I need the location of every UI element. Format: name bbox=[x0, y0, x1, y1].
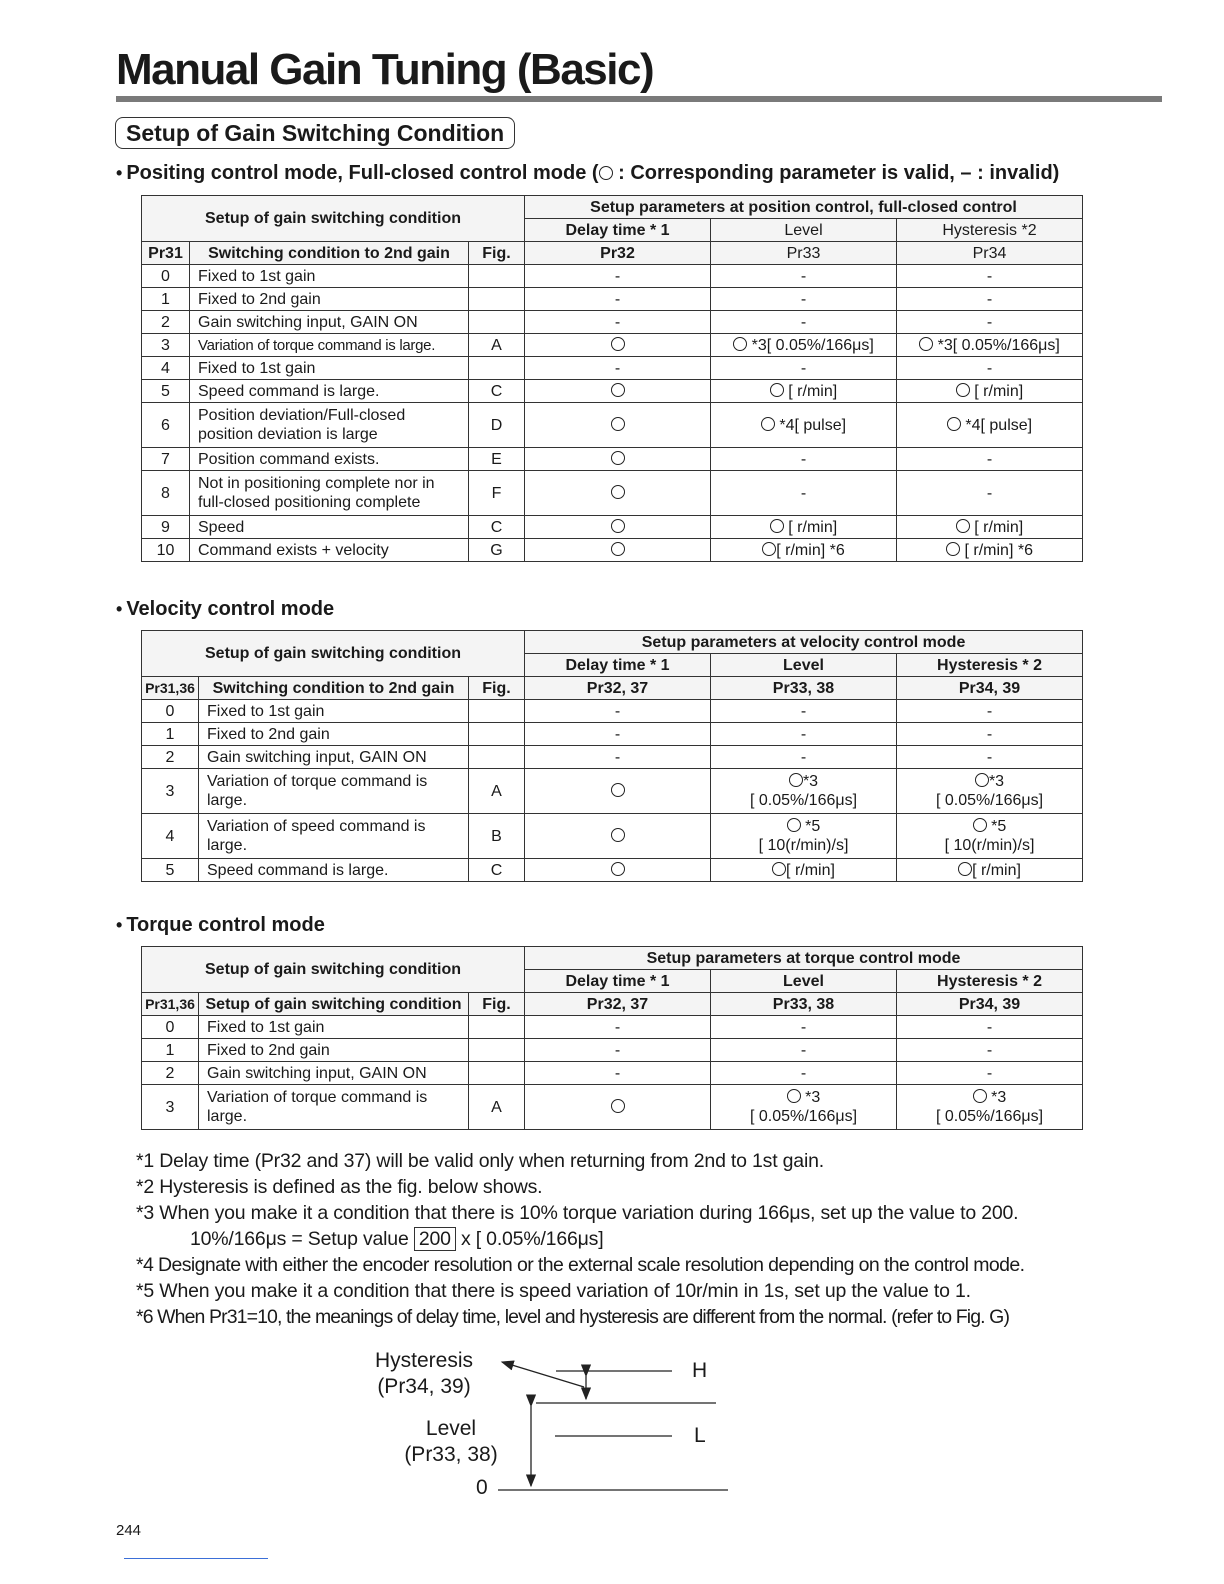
cell-delay bbox=[525, 334, 711, 357]
velocity-mode-heading-text: Velocity control mode bbox=[126, 598, 335, 620]
note-4: *4 Designate with either the encoder resolution or the external scale resolution depending on the control mode. bbox=[136, 1254, 1025, 1276]
cell-hyst-note: *5 bbox=[991, 818, 1007, 835]
torque-mode-table bbox=[141, 946, 1083, 1130]
cell-pr: 2 bbox=[142, 746, 199, 769]
cell-level bbox=[711, 516, 897, 539]
cell-level: - bbox=[711, 746, 897, 769]
cell-level-text: [ r/min] bbox=[788, 382, 838, 400]
cell-level bbox=[711, 859, 897, 882]
table-row bbox=[142, 769, 1083, 814]
cell-cond: Speed command is large. bbox=[199, 859, 469, 882]
cell-delay bbox=[525, 539, 711, 562]
cell-cond: Variation of torque command is large. bbox=[190, 334, 469, 357]
circle-icon bbox=[611, 337, 625, 351]
circle-icon bbox=[958, 862, 972, 876]
cell-hyst bbox=[897, 403, 1083, 448]
torque-mode-heading: • Torque control mode bbox=[116, 914, 325, 936]
velocity-col-pr: Pr31,36 bbox=[142, 677, 199, 700]
circle-icon bbox=[770, 519, 784, 533]
cell-level: - bbox=[711, 1062, 897, 1085]
cell-fig bbox=[469, 311, 525, 334]
note-5: *5 When you make it a condition that there is speed variation of 10r/min in 1s, set up the value to 1. bbox=[136, 1280, 971, 1302]
circle-icon bbox=[975, 773, 989, 787]
cell-hyst: - bbox=[897, 357, 1083, 380]
cell-delay bbox=[525, 769, 711, 814]
page-title: Manual Gain Tuning (Basic) bbox=[116, 45, 654, 94]
level-label-pr: (Pr33, 38) bbox=[404, 1443, 498, 1466]
cell-hyst-text: [ r/min] bbox=[974, 382, 1024, 400]
note-6: *6 When Pr31=10, the meanings of delay time, level and hysteresis are different from the normal. (refer to Fig. G) bbox=[136, 1306, 1010, 1328]
cell-fig bbox=[469, 265, 525, 288]
cell-cond: Command exists + velocity bbox=[190, 539, 469, 562]
cell-level bbox=[711, 1085, 897, 1130]
position-params-header: Setup parameters at position control, full-closed control bbox=[525, 196, 1083, 219]
cell-pr: 0 bbox=[142, 265, 190, 288]
cell-pr: 3 bbox=[142, 334, 190, 357]
cell-delay bbox=[525, 448, 711, 471]
position-mode-heading-post: : Corresponding parameter is valid, – : invalid) bbox=[612, 162, 1060, 184]
cell-hyst bbox=[897, 539, 1083, 562]
cell-hyst bbox=[897, 859, 1083, 882]
cell-pr: 4 bbox=[142, 357, 190, 380]
cell-delay: - bbox=[525, 311, 711, 334]
cell-fig bbox=[469, 1039, 525, 1062]
cell-pr: 4 bbox=[142, 814, 199, 859]
cell-pr: 5 bbox=[142, 380, 190, 403]
cell-delay bbox=[525, 814, 711, 859]
cell-level: - bbox=[711, 448, 897, 471]
level-label-text: Level bbox=[425, 1417, 477, 1440]
velocity-mode-heading: • Velocity control mode bbox=[116, 598, 335, 620]
table-row bbox=[142, 1016, 1083, 1039]
circle-icon bbox=[956, 383, 970, 397]
circle-icon bbox=[611, 451, 625, 465]
cell-cond: Gain switching input, GAIN ON bbox=[190, 311, 469, 334]
cell-fig: A bbox=[469, 1085, 525, 1130]
cell-cond: Fixed to 1st gain bbox=[199, 700, 469, 723]
circle-icon bbox=[611, 783, 625, 797]
cell-hyst-text: [ r/min] bbox=[972, 861, 1021, 879]
torque-params-header: Setup parameters at torque control mode bbox=[525, 947, 1083, 970]
cell-hyst-text: [ 10(r/min)/s] bbox=[944, 837, 1035, 854]
velocity-col-fig: Fig. bbox=[469, 677, 525, 700]
cell-cond: Speed command is large. bbox=[190, 380, 469, 403]
cell-pr: 8 bbox=[142, 471, 190, 516]
cell-fig bbox=[469, 357, 525, 380]
cell-level-text: *4[ pulse] bbox=[779, 416, 847, 434]
cell-hyst-note: *3 bbox=[991, 1089, 1007, 1106]
torque-col-level: Level bbox=[711, 970, 897, 993]
cell-cond: Variation of speed command is large. bbox=[199, 814, 469, 859]
note-2: *2 Hysteresis is defined as the fig. below shows. bbox=[136, 1176, 543, 1198]
circle-icon bbox=[787, 818, 801, 832]
position-col-level: Level bbox=[711, 219, 897, 242]
cell-hyst: - bbox=[897, 746, 1083, 769]
cell-delay: - bbox=[525, 700, 711, 723]
cell-pr: 9 bbox=[142, 516, 190, 539]
cell-fig: C bbox=[469, 859, 525, 882]
cell-delay: - bbox=[525, 723, 711, 746]
cell-hyst bbox=[897, 769, 1083, 814]
cell-hyst: - bbox=[897, 1016, 1083, 1039]
cell-delay bbox=[525, 859, 711, 882]
cell-hyst: - bbox=[897, 700, 1083, 723]
circle-icon bbox=[611, 1099, 625, 1113]
cell-cond: Not in positioning complete nor in full-closed positioning complete bbox=[190, 471, 469, 516]
circle-icon bbox=[611, 417, 625, 431]
cell-fig: E bbox=[469, 448, 525, 471]
cell-level-text: [ 0.05%/166μs] bbox=[749, 1108, 858, 1125]
cell-pr: 6 bbox=[142, 403, 190, 448]
h-label: H bbox=[692, 1359, 708, 1382]
cell-pr: 0 bbox=[142, 1016, 199, 1039]
cell-level-text: [ r/min] *6 bbox=[776, 541, 845, 559]
cell-level: - bbox=[711, 311, 897, 334]
circle-icon bbox=[611, 862, 625, 876]
cell-fig: B bbox=[469, 814, 525, 859]
torque-col-pr: Pr31,36 bbox=[142, 993, 199, 1016]
table-row bbox=[142, 814, 1083, 859]
cell-cond: Fixed to 1st gain bbox=[199, 1016, 469, 1039]
position-col-cond: Switching condition to 2nd gain bbox=[190, 242, 469, 265]
torque-col-delay-pr: Pr32, 37 bbox=[525, 993, 711, 1016]
cell-pr: 1 bbox=[142, 1039, 199, 1062]
torque-col-hyst: Hysteresis * 2 bbox=[897, 970, 1083, 993]
table-row bbox=[142, 380, 1083, 403]
circle-icon bbox=[611, 828, 625, 842]
circle-icon bbox=[611, 519, 625, 533]
cell-fig: C bbox=[469, 516, 525, 539]
cell-fig: C bbox=[469, 380, 525, 403]
torque-col-fig: Fig. bbox=[469, 993, 525, 1016]
velocity-col-cond: Switching condition to 2nd gain bbox=[199, 677, 469, 700]
cell-cond: Gain switching input, GAIN ON bbox=[199, 1062, 469, 1085]
circle-icon bbox=[733, 337, 747, 351]
cell-pr: 3 bbox=[142, 1085, 199, 1130]
cell-hyst-text: [ r/min] *6 bbox=[964, 541, 1033, 559]
cell-level-text: [ 0.05%/166μs] bbox=[749, 792, 858, 809]
cell-level-note: *5 bbox=[805, 818, 821, 835]
table-row bbox=[142, 746, 1083, 769]
l-label: L bbox=[694, 1424, 706, 1447]
hysteresis-figure bbox=[360, 1340, 780, 1510]
cell-level-note: *3 bbox=[802, 773, 819, 790]
cell-delay bbox=[525, 1085, 711, 1130]
cell-level-note: *3 bbox=[805, 1089, 821, 1106]
cell-pr: 3 bbox=[142, 769, 199, 814]
cell-fig bbox=[469, 723, 525, 746]
cell-hyst-text: [ 0.05%/166μs] bbox=[935, 792, 1044, 809]
table-row bbox=[142, 1085, 1083, 1130]
circle-icon bbox=[919, 337, 933, 351]
position-setup-header: Setup of gain switching condition bbox=[142, 196, 525, 242]
cell-hyst: - bbox=[897, 1062, 1083, 1085]
cell-cond: Fixed to 2nd gain bbox=[190, 288, 469, 311]
cell-delay bbox=[525, 380, 711, 403]
cell-pr: 1 bbox=[142, 288, 190, 311]
cell-pr: 10 bbox=[142, 539, 190, 562]
cell-fig: A bbox=[469, 334, 525, 357]
cell-level: - bbox=[711, 700, 897, 723]
cell-hyst-text: *3[ 0.05%/166μs] bbox=[937, 336, 1060, 354]
torque-setup-header: Setup of gain switching condition bbox=[142, 947, 525, 993]
hysteresis-label-text: Hysteresis bbox=[374, 1349, 474, 1372]
cell-level: - bbox=[711, 357, 897, 380]
cell-level bbox=[711, 814, 897, 859]
table-row bbox=[142, 448, 1083, 471]
position-col-delay: Delay time * 1 bbox=[525, 219, 711, 242]
cell-cond: Fixed to 1st gain bbox=[190, 265, 469, 288]
table-row bbox=[142, 311, 1083, 334]
cell-hyst: - bbox=[897, 1039, 1083, 1062]
section-title: Setup of Gain Switching Condition bbox=[115, 117, 515, 149]
circle-icon bbox=[762, 542, 776, 556]
cell-cond: Variation of torque command is large. bbox=[199, 769, 469, 814]
position-col-pr: Pr31 bbox=[142, 242, 190, 265]
cell-fig: A bbox=[469, 769, 525, 814]
cell-level-text: [ r/min] bbox=[788, 518, 838, 536]
title-rule bbox=[116, 96, 1162, 102]
cell-delay bbox=[525, 403, 711, 448]
cell-level bbox=[711, 334, 897, 357]
cell-cond: Speed bbox=[190, 516, 469, 539]
circle-icon bbox=[611, 485, 625, 499]
circle-icon bbox=[973, 1089, 987, 1103]
velocity-col-hyst: Hysteresis * 2 bbox=[897, 654, 1083, 677]
hysteresis-pointer bbox=[502, 1362, 584, 1387]
table-row bbox=[142, 403, 1083, 448]
cell-cond: Fixed to 2nd gain bbox=[199, 1039, 469, 1062]
cell-level: - bbox=[711, 288, 897, 311]
hysteresis-diagram bbox=[360, 1340, 780, 1510]
velocity-col-delay-pr: Pr32, 37 bbox=[525, 677, 711, 700]
cell-hyst: - bbox=[897, 311, 1083, 334]
cell-hyst bbox=[897, 380, 1083, 403]
cell-level-text: [ 10(r/min)/s] bbox=[758, 837, 849, 854]
cell-delay: - bbox=[525, 288, 711, 311]
cell-delay: - bbox=[525, 357, 711, 380]
hysteresis-label-pr: (Pr34, 39) bbox=[377, 1375, 471, 1398]
cell-level-text: *3[ 0.05%/166μs] bbox=[751, 336, 874, 354]
formula-prefix: 10%/166μs = Setup value bbox=[190, 1228, 409, 1250]
cell-hyst: - bbox=[897, 288, 1083, 311]
cell-cond: Fixed to 2nd gain bbox=[199, 723, 469, 746]
cell-level bbox=[711, 380, 897, 403]
cell-level: - bbox=[711, 265, 897, 288]
cell-delay: - bbox=[525, 265, 711, 288]
circle-icon bbox=[611, 542, 625, 556]
zero-label: 0 bbox=[476, 1476, 488, 1499]
note-3: *3 When you make it a condition that there is 10% torque variation during 166μs, set up the value to 200. bbox=[136, 1202, 1019, 1224]
cell-hyst-text: [ r/min] bbox=[974, 518, 1024, 536]
cell-pr: 2 bbox=[142, 1062, 199, 1085]
cell-hyst bbox=[897, 334, 1083, 357]
circle-icon bbox=[956, 519, 970, 533]
cell-fig: G bbox=[469, 539, 525, 562]
page-number: 244 bbox=[116, 1522, 142, 1539]
cell-hyst bbox=[897, 1085, 1083, 1130]
cell-cond: Fixed to 1st gain bbox=[190, 357, 469, 380]
cell-hyst-text: [ 0.05%/166μs] bbox=[935, 1108, 1044, 1125]
formula-setup-value: 200 bbox=[414, 1227, 456, 1251]
note-3-formula bbox=[136, 1226, 1024, 1252]
circle-icon bbox=[947, 417, 961, 431]
cell-pr: 0 bbox=[142, 700, 199, 723]
circle-icon bbox=[946, 542, 960, 556]
cell-hyst: - bbox=[897, 471, 1083, 516]
position-col-hyst-pr: Pr34 bbox=[897, 242, 1083, 265]
cell-pr: 5 bbox=[142, 859, 199, 882]
circle-icon bbox=[611, 383, 625, 397]
cell-cond: Gain switching input, GAIN ON bbox=[199, 746, 469, 769]
table-row bbox=[142, 334, 1083, 357]
cell-fig bbox=[469, 746, 525, 769]
velocity-col-level-pr: Pr33, 38 bbox=[711, 677, 897, 700]
velocity-params-header: Setup parameters at velocity control mode bbox=[525, 631, 1083, 654]
cell-level: - bbox=[711, 1039, 897, 1062]
circle-icon bbox=[770, 383, 784, 397]
table-row bbox=[142, 700, 1083, 723]
torque-col-delay: Delay time * 1 bbox=[525, 970, 711, 993]
position-mode-heading-pre: Positing control mode, Full-closed control mode ( bbox=[126, 162, 599, 184]
circle-icon bbox=[789, 773, 803, 787]
cell-delay bbox=[525, 471, 711, 516]
cell-fig bbox=[469, 1062, 525, 1085]
cell-fig: F bbox=[469, 471, 525, 516]
velocity-mode-table bbox=[141, 630, 1083, 882]
position-mode-table bbox=[141, 195, 1083, 562]
table-row bbox=[142, 539, 1083, 562]
cell-fig: D bbox=[469, 403, 525, 448]
cell-fig bbox=[469, 1016, 525, 1039]
cell-pr: 1 bbox=[142, 723, 199, 746]
cell-hyst: - bbox=[897, 265, 1083, 288]
torque-col-cond: Setup of gain switching condition bbox=[199, 993, 469, 1016]
cell-fig bbox=[469, 288, 525, 311]
circle-icon bbox=[787, 1089, 801, 1103]
torque-mode-heading-text: Torque control mode bbox=[126, 914, 325, 936]
position-col-hyst: Hysteresis *2 bbox=[897, 219, 1083, 242]
position-col-fig: Fig. bbox=[469, 242, 525, 265]
cell-pr: 7 bbox=[142, 448, 190, 471]
cell-delay bbox=[525, 516, 711, 539]
table-row bbox=[142, 1062, 1083, 1085]
cell-pr: 2 bbox=[142, 311, 190, 334]
cell-hyst-note: *3 bbox=[988, 773, 1005, 790]
cell-delay: - bbox=[525, 746, 711, 769]
cell-hyst-text: *4[ pulse] bbox=[965, 416, 1033, 434]
circle-icon bbox=[973, 818, 987, 832]
cell-level bbox=[711, 403, 897, 448]
circle-icon bbox=[761, 417, 775, 431]
cell-cond: Variation of torque command is large. bbox=[199, 1085, 469, 1130]
cell-cond: Position command exists. bbox=[190, 448, 469, 471]
cell-hyst: - bbox=[897, 448, 1083, 471]
formula-suffix: x [ 0.05%/166μs] bbox=[460, 1228, 604, 1250]
table-row bbox=[142, 357, 1083, 380]
cell-delay: - bbox=[525, 1039, 711, 1062]
torque-col-level-pr: Pr33, 38 bbox=[711, 993, 897, 1016]
table-row bbox=[142, 1039, 1083, 1062]
cell-hyst bbox=[897, 814, 1083, 859]
cell-level: - bbox=[711, 471, 897, 516]
velocity-col-level: Level bbox=[711, 654, 897, 677]
table-row bbox=[142, 723, 1083, 746]
note-1: *1 Delay time (Pr32 and 37) will be valid only when returning from 2nd to 1st gain. bbox=[136, 1150, 824, 1172]
cell-level-text: [ r/min] bbox=[786, 861, 835, 879]
velocity-col-delay: Delay time * 1 bbox=[525, 654, 711, 677]
cell-level bbox=[711, 539, 897, 562]
circle-icon bbox=[599, 166, 613, 180]
cell-level bbox=[711, 769, 897, 814]
cell-hyst bbox=[897, 516, 1083, 539]
footnotes bbox=[136, 1148, 1024, 1330]
circle-icon bbox=[772, 862, 786, 876]
cell-fig bbox=[469, 700, 525, 723]
torque-col-hyst-pr: Pr34, 39 bbox=[897, 993, 1083, 1016]
cell-delay: - bbox=[525, 1062, 711, 1085]
velocity-setup-header: Setup of gain switching condition bbox=[142, 631, 525, 677]
cell-cond: Position deviation/Full-closed position deviation is large bbox=[190, 403, 469, 448]
velocity-col-hyst-pr: Pr34, 39 bbox=[897, 677, 1083, 700]
cell-level: - bbox=[711, 723, 897, 746]
table-row bbox=[142, 265, 1083, 288]
footer-link-line[interactable] bbox=[124, 1558, 268, 1559]
cell-hyst: - bbox=[897, 723, 1083, 746]
cell-level: - bbox=[711, 1016, 897, 1039]
table-row bbox=[142, 288, 1083, 311]
position-col-delay-pr: Pr32 bbox=[525, 242, 711, 265]
cell-delay: - bbox=[525, 1016, 711, 1039]
table-row bbox=[142, 471, 1083, 516]
position-mode-heading: • Positing control mode, Full-closed control mode ( : Corresponding parameter is valid, – : invalid) bbox=[116, 162, 1060, 184]
table-row bbox=[142, 516, 1083, 539]
position-col-level-pr: Pr33 bbox=[711, 242, 897, 265]
table-row bbox=[142, 859, 1083, 882]
